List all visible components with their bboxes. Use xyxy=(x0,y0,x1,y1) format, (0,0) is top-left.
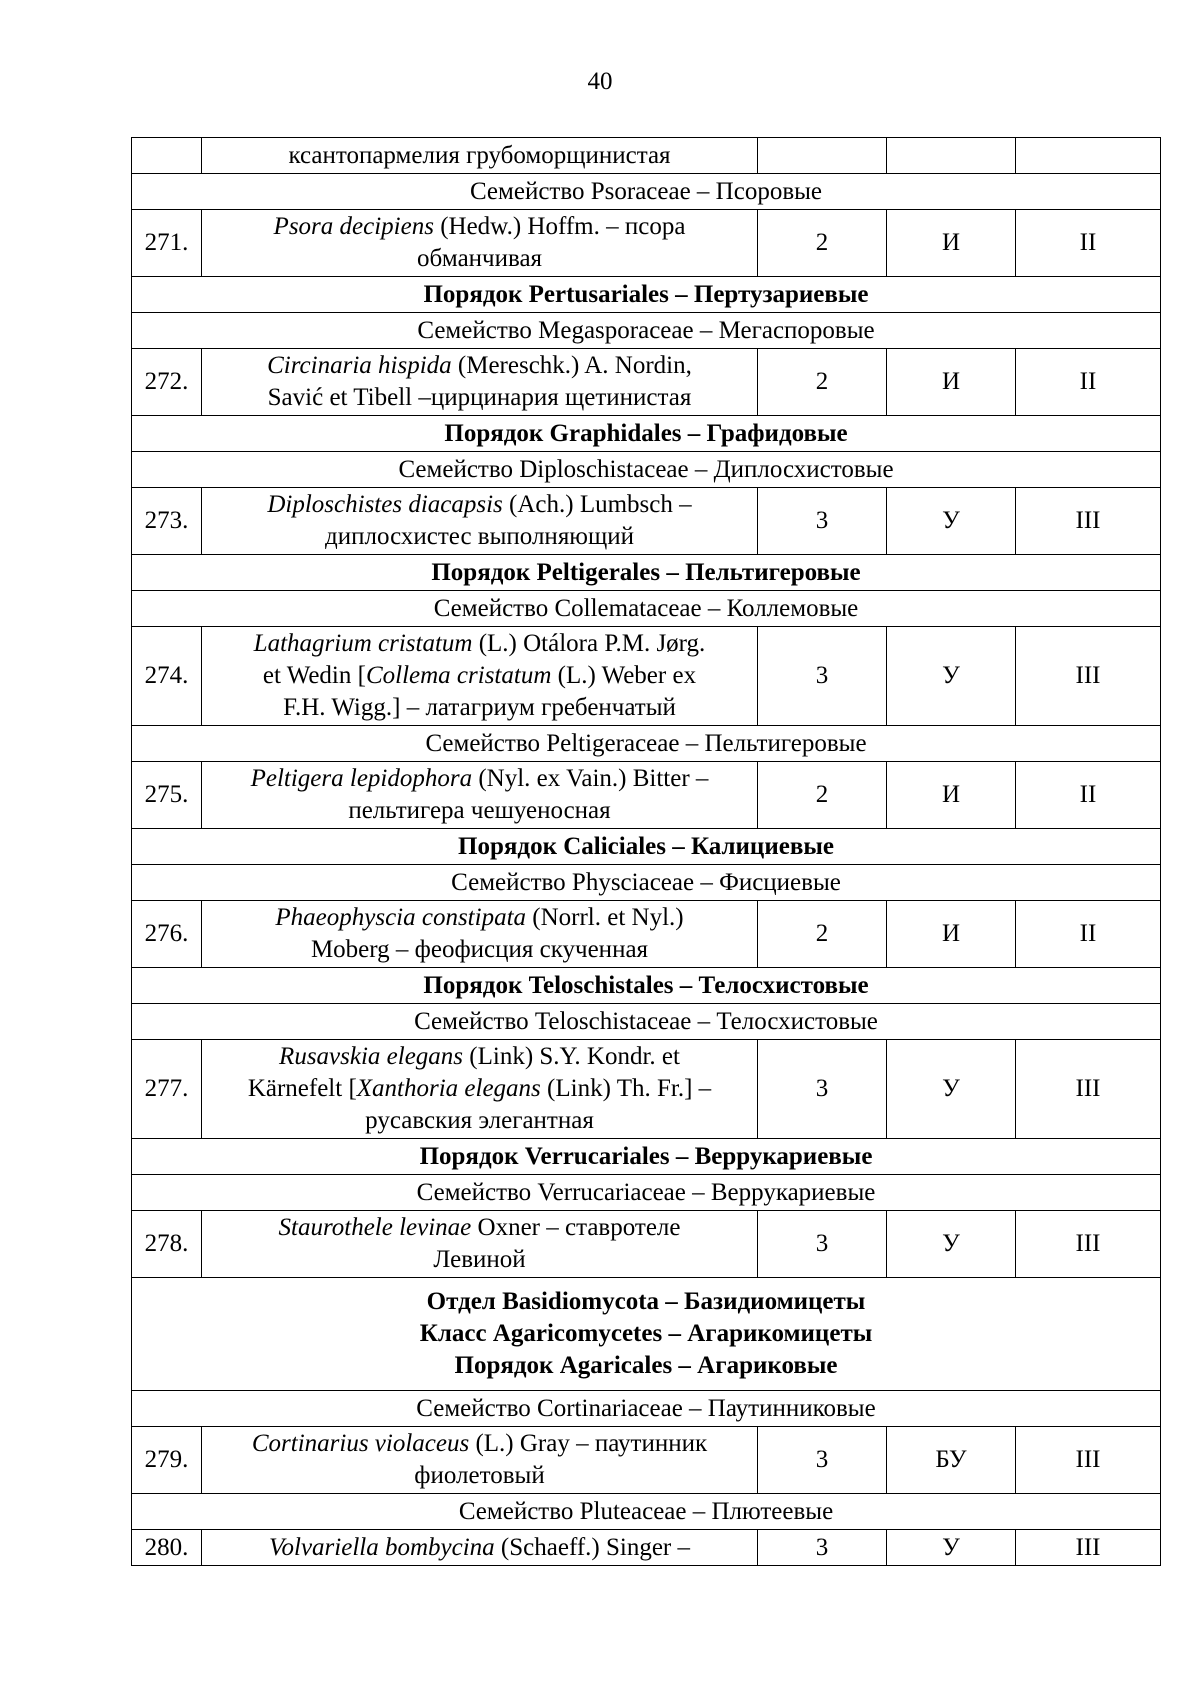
author-text: (L.) Gray – паутинник xyxy=(469,1430,708,1457)
order-heading: Порядок Caliciales – Калициевые xyxy=(132,829,1161,865)
author-text: (Ach.) Lumbsch – xyxy=(502,491,692,518)
species-table xyxy=(131,137,1161,1566)
protection-cell: II xyxy=(1016,762,1161,829)
taxon-heading-line: Порядок Agaricales – Агариковые xyxy=(454,1352,838,1379)
latin-name: Rusavskia elegans xyxy=(279,1043,464,1070)
latin-name: Diploschistes diacapsis xyxy=(267,491,503,518)
order-heading: Порядок Pertusariales – Пертузариевые xyxy=(132,277,1161,313)
species-name-line xyxy=(208,902,751,934)
latin-name: Volvariella bombycina xyxy=(269,1533,495,1561)
species-name-line: фиолетовый xyxy=(414,1462,545,1489)
species-number-cell: 278. xyxy=(132,1211,202,1278)
protection-cell: II xyxy=(1016,901,1161,968)
family-heading: Семейство Diploschistaceae – Диплосхистовые xyxy=(132,452,1161,488)
species-name-cell xyxy=(202,488,758,555)
category-cell xyxy=(758,138,887,174)
protection-cell: III xyxy=(1016,627,1161,726)
family-heading: Семейство Verrucariaceae – Веррукариевые xyxy=(132,1175,1161,1211)
table-row xyxy=(132,313,1161,349)
table-row xyxy=(132,829,1161,865)
species-name-line xyxy=(208,763,751,795)
category-cell: 2 xyxy=(758,210,887,277)
species-name-cell xyxy=(202,1530,758,1566)
category-cell: 3 xyxy=(758,627,887,726)
species-name-cell xyxy=(202,1040,758,1139)
table-row xyxy=(132,1530,1161,1566)
table-row xyxy=(132,726,1161,762)
page-number: 40 xyxy=(587,68,613,95)
family-heading: Семейство Physciaceae – Фисциевые xyxy=(132,865,1161,901)
table-row xyxy=(132,1211,1161,1278)
author-text: (Mereschk.) A. Nordin, xyxy=(451,352,692,379)
table-row xyxy=(132,174,1161,210)
protection-cell: III xyxy=(1016,1211,1161,1278)
latin-name: Circinaria hispida xyxy=(267,352,452,379)
family-heading: Семейство Teloschistaceae – Телосхистовые xyxy=(132,1004,1161,1040)
category-cell: 3 xyxy=(758,1211,887,1278)
protection-cell: III xyxy=(1016,1040,1161,1139)
species-name-line xyxy=(208,1212,751,1244)
status-cell: И xyxy=(887,349,1016,416)
species-name-line xyxy=(208,350,751,382)
status-cell: БУ xyxy=(887,1427,1016,1494)
author-text: (Schaeff.) Singer – xyxy=(494,1533,690,1561)
species-number-cell: 272. xyxy=(132,349,202,416)
table-row xyxy=(132,1494,1161,1530)
species-name-cell xyxy=(202,901,758,968)
table-row xyxy=(132,591,1161,627)
protection-cell: III xyxy=(1016,1530,1161,1566)
species-number-cell: 274. xyxy=(132,627,202,726)
species-number-cell: 275. xyxy=(132,762,202,829)
latin-name: Lathagrium cristatum xyxy=(253,630,473,657)
status-cell: У xyxy=(887,627,1016,726)
species-number-cell: 271. xyxy=(132,210,202,277)
table-row xyxy=(132,138,1161,174)
family-heading: Семейство Psoraceae – Псоровые xyxy=(132,174,1161,210)
table-row xyxy=(132,1139,1161,1175)
species-number-cell: 277. xyxy=(132,1040,202,1139)
order-heading: Порядок Verrucariales – Веррукариевые xyxy=(132,1139,1161,1175)
status-cell: У xyxy=(887,1530,1016,1566)
author-text: (Link) Th. Fr.] – xyxy=(540,1075,712,1102)
author-text: et Wedin [ xyxy=(262,662,366,689)
author-text: Oxner – ставротеле xyxy=(471,1214,681,1241)
author-text: Kärnefelt [ xyxy=(247,1075,357,1102)
category-cell: 3 xyxy=(758,1040,887,1139)
species-name-cell xyxy=(202,627,758,726)
species-number-cell: 276. xyxy=(132,901,202,968)
author-text: (Link) S.Y. Kondr. et xyxy=(463,1043,680,1070)
species-number-cell: 280. xyxy=(132,1530,202,1566)
family-heading: Семейство Collemataceae – Коллемовые xyxy=(132,591,1161,627)
author-text: (Nyl. ex Vain.) Bitter – xyxy=(472,765,709,792)
table-row xyxy=(132,349,1161,416)
species-name-cell xyxy=(202,1211,758,1278)
species-name-line xyxy=(208,1532,751,1564)
family-heading: Семейство Pluteaceae – Плютеевые xyxy=(132,1494,1161,1530)
species-name-line xyxy=(208,489,751,521)
species-name-line: пельтигера чешуеносная xyxy=(348,797,611,824)
table-row xyxy=(132,865,1161,901)
order-heading: Порядок Graphidales – Графидовые xyxy=(132,416,1161,452)
category-cell: 2 xyxy=(758,762,887,829)
protection-cell: II xyxy=(1016,210,1161,277)
species-name-line xyxy=(208,1073,751,1105)
species-number-cell: 273. xyxy=(132,488,202,555)
table-row xyxy=(132,1427,1161,1494)
table-row xyxy=(132,968,1161,1004)
table-row xyxy=(132,901,1161,968)
status-cell: У xyxy=(887,1211,1016,1278)
taxon-heading-line: Отдел Basidiomycota – Базидиомицеты xyxy=(426,1288,866,1315)
species-name-cell xyxy=(202,762,758,829)
protection-cell: III xyxy=(1016,488,1161,555)
table-row xyxy=(132,416,1161,452)
table-row xyxy=(132,488,1161,555)
family-heading: Семейство Megasporaceae – Мегаспоровые xyxy=(132,313,1161,349)
status-cell: У xyxy=(887,488,1016,555)
status-cell: И xyxy=(887,762,1016,829)
table-row xyxy=(132,1040,1161,1139)
table-row xyxy=(132,1391,1161,1427)
family-heading: Семейство Cortinariaceae – Паутинниковые xyxy=(132,1391,1161,1427)
author-text: (Norrl. et Nyl.) xyxy=(526,904,684,931)
table-row xyxy=(132,1278,1161,1391)
table-row xyxy=(132,452,1161,488)
protection-cell: II xyxy=(1016,349,1161,416)
synonym-latin-name: Collema cristatum xyxy=(365,662,552,689)
latin-name: Phaeophyscia constipata xyxy=(275,904,527,931)
table-row xyxy=(132,627,1161,726)
species-name-line xyxy=(208,660,751,692)
species-name-line xyxy=(208,1041,751,1073)
species-name-line: обманчивая xyxy=(416,245,543,272)
category-cell: 3 xyxy=(758,1530,887,1566)
species-table-body xyxy=(132,138,1161,1566)
latin-name: Psora decipiens xyxy=(273,213,434,240)
species-name-cell xyxy=(202,349,758,416)
species-name-line xyxy=(208,1428,751,1460)
species-name-line: русавския элегантная xyxy=(365,1107,594,1134)
latin-name: Staurothele levinae xyxy=(278,1214,472,1241)
species-name-cell: ксантопармелия грубоморщинистая xyxy=(202,138,758,174)
species-name-line xyxy=(208,628,751,660)
species-name-line: F.H. Wigg.] – латагриум гребенчатый xyxy=(283,694,676,721)
synonym-latin-name: Xanthoria elegans xyxy=(356,1075,541,1102)
latin-name: Cortinarius violaceus xyxy=(251,1430,470,1457)
species-name-cell xyxy=(202,210,758,277)
category-cell: 2 xyxy=(758,349,887,416)
family-heading: Семейство Peltigeraceae – Пельтигеровые xyxy=(132,726,1161,762)
table-row xyxy=(132,555,1161,591)
table-row xyxy=(132,210,1161,277)
author-text: (Hedw.) Hoffm. – псора xyxy=(433,213,686,240)
table-row xyxy=(132,277,1161,313)
species-number-cell: 279. xyxy=(132,1427,202,1494)
table-row xyxy=(132,1004,1161,1040)
order-heading: Порядок Peltigerales – Пельтигеровые xyxy=(132,555,1161,591)
species-name-line: Левиной xyxy=(433,1246,526,1273)
category-cell: 3 xyxy=(758,1427,887,1494)
protection-cell: III xyxy=(1016,1427,1161,1494)
taxon-heading-block xyxy=(132,1278,1161,1391)
species-name-line xyxy=(208,211,751,243)
table-row xyxy=(132,1175,1161,1211)
species-name-line: Moberg – феофисция скученная xyxy=(310,936,649,963)
status-cell: У xyxy=(887,1040,1016,1139)
status-cell xyxy=(887,138,1016,174)
category-cell: 3 xyxy=(758,488,887,555)
protection-cell xyxy=(1016,138,1161,174)
status-cell: И xyxy=(887,901,1016,968)
species-name-line: диплосхистес выполняющий xyxy=(325,523,634,550)
taxon-heading-line: Класс Agaricomycetes – Агарикомицеты xyxy=(419,1320,873,1347)
order-heading: Порядок Teloschistales – Телосхистовые xyxy=(132,968,1161,1004)
author-text: (L.) Otálora P.M. Jørg. xyxy=(472,630,706,657)
species-name-cell xyxy=(202,1427,758,1494)
author-text: (L.) Weber ex xyxy=(551,662,697,689)
species-number-cell xyxy=(132,138,202,174)
species-name-line: Savić et Tibell –цирцинария щетинистая xyxy=(267,384,692,411)
category-cell: 2 xyxy=(758,901,887,968)
latin-name: Peltigera lepidophora xyxy=(250,765,473,792)
table-row xyxy=(132,762,1161,829)
status-cell: И xyxy=(887,210,1016,277)
